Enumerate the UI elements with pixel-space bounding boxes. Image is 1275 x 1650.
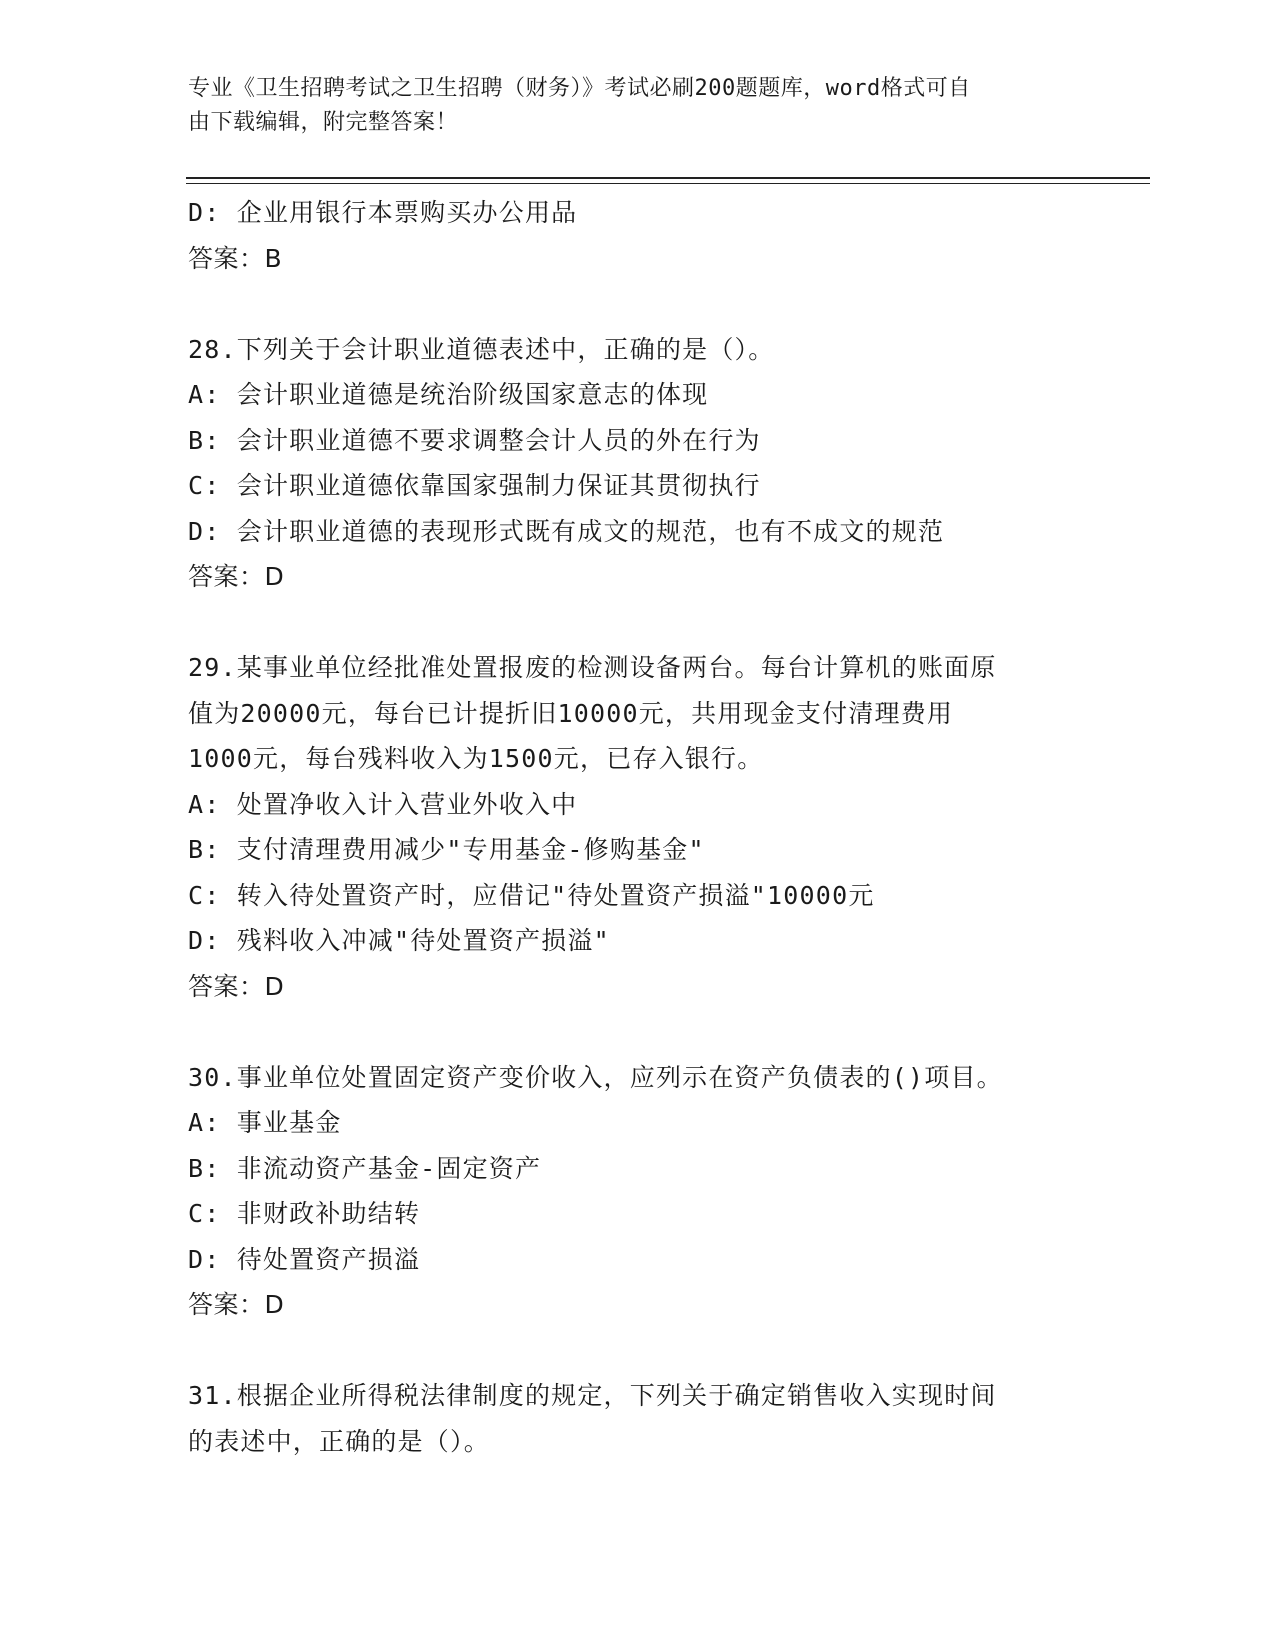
header-title-line-2: 由下载编辑，附完整答案！: [188, 110, 459, 135]
question-30: [188, 1055, 1088, 1328]
question-28-stem: 28.下列关于会计职业道德表述中，正确的是（）。: [188, 334, 775, 364]
question-28-option-a: A: 会计职业道德是统治阶级国家意志的体现: [188, 380, 709, 409]
spacer: [188, 1328, 1088, 1374]
question-28-answer: 答案：D: [188, 562, 285, 591]
prev-question-answer: 答案：B: [188, 243, 283, 273]
header-divider-thin: [186, 183, 1150, 184]
question-29-stem-line-1: 29.某事业单位经批准处置报废的检测设备两台。每台计算机的账面原: [188, 653, 997, 682]
question-30-answer: 答案：D: [188, 1290, 285, 1319]
header-title-line-1: 专业《卫生招聘考试之卫生招聘（财务）》考试必刷200题题库，word格式可自: [188, 76, 971, 101]
question-31-stem-line-1: 31.根据企业所得税法律制度的规定，下列关于确定销售收入实现时间: [188, 1381, 997, 1410]
question-29-option-d: D: 残料收入冲减"待处置资产损溢": [188, 926, 610, 955]
spacer: [188, 281, 1088, 327]
question-29-option-c: C: 转入待处置资产时，应借记"待处置资产损溢"10000元: [188, 880, 875, 910]
spacer: [188, 1009, 1088, 1055]
question-29-answer: 答案：D: [188, 971, 285, 1001]
question-30-option-a: A: 事业基金: [188, 1108, 342, 1137]
question-30-option-d: D: 待处置资产损溢: [188, 1244, 421, 1274]
question-29-stem-line-2: 值为20000元，每台已计提折旧10000元，共用现金支付清理费用: [188, 698, 954, 728]
question-29-option-a: A: 处置净收入计入营业外收入中: [188, 789, 578, 819]
question-28: [188, 327, 1088, 600]
question-28-option-c: C: 会计职业道德依靠国家强制力保证其贯彻执行: [188, 471, 761, 500]
question-29: [188, 645, 1088, 1009]
spacer: [188, 600, 1088, 646]
question-29-stem-line-3: 1000元，每台残料收入为1500元，已存入银行。: [188, 744, 764, 773]
question-30-option-b: B: 非流动资产基金-固定资产: [188, 1153, 542, 1183]
question-30-option-c: C: 非财政补助结转: [188, 1199, 421, 1228]
question-31-stem-line-2: 的表述中，正确的是（）。: [188, 1426, 490, 1456]
question-31: [188, 1373, 1088, 1464]
question-29-option-b: B: 支付清理费用减少"专用基金-修购基金": [188, 835, 705, 864]
question-list: [188, 190, 1088, 1464]
prev-question-option-d: D: 企业用银行本票购买办公用品: [188, 198, 578, 227]
question-28-option-d: D: 会计职业道德的表现形式既有成文的规范，也有不成文的规范: [188, 516, 945, 546]
question-28-option-b: B: 会计职业道德不要求调整会计人员的外在行为: [188, 425, 761, 455]
header-divider-thick: [186, 177, 1150, 179]
document-header: [188, 72, 1068, 140]
question-30-stem: 30.事业单位处置固定资产变价收入，应列示在资产负债表的()项目。: [188, 1062, 1003, 1092]
